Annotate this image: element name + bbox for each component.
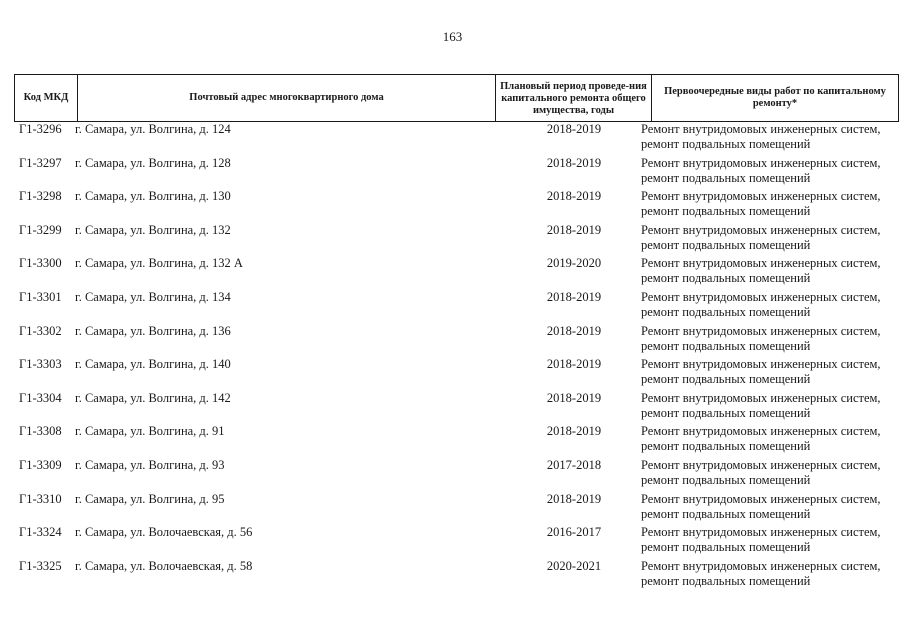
- cell-code: Г1-3324: [19, 525, 62, 540]
- cell-address: г. Самара, ул. Волгина, д. 93: [75, 457, 225, 472]
- table-row: [0, 188, 905, 222]
- cell-address: г. Самара, ул. Волгина, д. 132 А: [75, 256, 243, 271]
- cell-works: [641, 391, 899, 421]
- table-row: [0, 289, 905, 323]
- cell-works-line2: ремонт подвальных помещений: [641, 304, 811, 319]
- cell-works: [641, 559, 899, 589]
- cell-period: 2020-2021: [546, 558, 602, 573]
- cell-works-line1: Ремонт внутридомовых инженерных систем,: [641, 189, 881, 204]
- cell-address: г. Самара, ул. Волгина, д. 134: [75, 289, 231, 304]
- cell-works-line1: Ремонт внутридомовых инженерных систем,: [641, 289, 881, 304]
- cell-works-line2: ремонт подвальных помещений: [641, 137, 811, 151]
- cell-works: [641, 256, 899, 286]
- cell-code: Г1-3296: [19, 122, 62, 136]
- cell-works-line1: Ремонт внутридомовых инженерных систем,: [641, 558, 881, 573]
- table-row: [0, 457, 905, 491]
- header-address: Почтовый адрес многоквартирного дома: [78, 75, 496, 121]
- cell-works-line1: Ремонт внутридомовых инженерных систем,: [641, 390, 881, 405]
- cell-code: Г1-3309: [19, 457, 62, 472]
- cell-works-line1: Ремонт внутридомовых инженерных систем,: [641, 357, 881, 372]
- cell-works-line1: Ремонт внутридомовых инженерных систем,: [641, 525, 881, 540]
- cell-period: 2018-2019: [546, 122, 602, 136]
- cell-works: [641, 458, 899, 488]
- cell-works-line2: ремонт подвальных помещений: [641, 204, 811, 219]
- table-row: [0, 423, 905, 457]
- cell-address: г. Самара, ул. Волгина, д. 132: [75, 222, 231, 237]
- header-works: Первоочередные виды работ по капитальному ремонту*: [664, 86, 886, 109]
- table-row: [0, 356, 905, 390]
- cell-works-line1: Ремонт внутридомовых инженерных систем,: [641, 256, 881, 271]
- cell-code: Г1-3308: [19, 424, 62, 439]
- cell-works: [641, 223, 899, 253]
- cell-works-line2: ремонт подвальных помещений: [641, 405, 811, 420]
- cell-works-line2: ремонт подвальных помещений: [641, 573, 811, 588]
- cell-works: [641, 357, 899, 387]
- header-code: Код МКД: [15, 75, 78, 121]
- cell-address: г. Самара, ул. Волгина, д. 95: [75, 491, 225, 506]
- cell-period: 2018-2019: [546, 189, 602, 204]
- cell-address: г. Самара, ул. Волочаевская, д. 58: [75, 558, 253, 573]
- cell-works-line2: ремонт подвальных помещений: [641, 237, 811, 252]
- cell-address: г. Самара, ул. Волгина, д. 130: [75, 189, 231, 204]
- cell-code: Г1-3303: [19, 357, 62, 372]
- cell-works-line1: Ремонт внутридомовых инженерных систем,: [641, 155, 881, 170]
- table-header: [14, 74, 899, 122]
- cell-period: 2018-2019: [546, 323, 602, 338]
- cell-code: Г1-3297: [19, 155, 62, 170]
- cell-works: [641, 324, 899, 354]
- cell-period: 2018-2019: [546, 222, 602, 237]
- cell-works: [641, 156, 899, 186]
- cell-works-line2: ремонт подвальных помещений: [641, 540, 811, 555]
- cell-works-line2: ремонт подвальных помещений: [641, 271, 811, 286]
- cell-code: Г1-3304: [19, 390, 62, 405]
- table-row: [0, 155, 905, 189]
- table-row: [0, 222, 905, 256]
- cell-address: г. Самара, ул. Волгина, д. 128: [75, 155, 231, 170]
- cell-works: [641, 290, 899, 320]
- cell-address: г. Самара, ул. Волочаевская, д. 56: [75, 525, 253, 540]
- cell-works-line1: Ремонт внутридомовых инженерных систем,: [641, 457, 881, 472]
- table-row: [0, 121, 905, 155]
- cell-works-line2: ремонт подвальных помещений: [641, 170, 811, 185]
- cell-code: Г1-3298: [19, 189, 62, 204]
- cell-period: 2017-2018: [546, 457, 602, 472]
- cell-code: Г1-3302: [19, 323, 62, 338]
- table-row: [0, 558, 905, 592]
- cell-code: Г1-3300: [19, 256, 62, 271]
- cell-period: 2019-2020: [546, 256, 602, 271]
- header-period: Плановый период проведе-ния капитального ремонта общего имущества, годы: [496, 75, 652, 121]
- cell-code: Г1-3310: [19, 491, 62, 506]
- table-row: [0, 390, 905, 424]
- cell-period: 2018-2019: [546, 357, 602, 372]
- cell-works-line2: ремонт подвальных помещений: [641, 338, 811, 353]
- page-number: 163: [442, 29, 463, 44]
- cell-works: [641, 492, 899, 522]
- cell-address: г. Самара, ул. Волгина, д. 136: [75, 323, 231, 338]
- cell-period: 2018-2019: [546, 289, 602, 304]
- cell-address: г. Самара, ул. Волгина, д. 91: [75, 424, 225, 439]
- cell-code: Г1-3301: [19, 289, 62, 304]
- cell-address: г. Самара, ул. Волгина, д. 124: [75, 122, 231, 136]
- cell-period: 2018-2019: [546, 491, 602, 506]
- cell-works-line2: ремонт подвальных помещений: [641, 472, 811, 487]
- cell-period: 2018-2019: [546, 390, 602, 405]
- cell-period: 2018-2019: [546, 155, 602, 170]
- cell-works-line1: Ремонт внутридомовых инженерных систем,: [641, 122, 881, 136]
- cell-period: 2016-2017: [546, 525, 602, 540]
- cell-code: Г1-3325: [19, 558, 62, 573]
- cell-works: [641, 122, 899, 152]
- cell-works: [641, 189, 899, 219]
- cell-works-line1: Ремонт внутридомовых инженерных систем,: [641, 323, 881, 338]
- table-row: [0, 323, 905, 357]
- cell-code: Г1-3299: [19, 222, 62, 237]
- cell-address: г. Самара, ул. Волгина, д. 140: [75, 357, 231, 372]
- cell-works-line2: ремонт подвальных помещений: [641, 372, 811, 387]
- table-body: [0, 121, 905, 591]
- cell-works-line1: Ремонт внутридомовых инженерных систем,: [641, 424, 881, 439]
- cell-works-line1: Ремонт внутридомовых инженерных систем,: [641, 491, 881, 506]
- cell-address: г. Самара, ул. Волгина, д. 142: [75, 390, 231, 405]
- cell-period: 2018-2019: [546, 424, 602, 439]
- cell-works-line1: Ремонт внутридомовых инженерных систем,: [641, 222, 881, 237]
- cell-works: [641, 525, 899, 555]
- table-row: [0, 491, 905, 525]
- table-row: [0, 255, 905, 289]
- cell-works-line2: ремонт подвальных помещений: [641, 439, 811, 454]
- table-row: [0, 524, 905, 558]
- cell-works-line2: ремонт подвальных помещений: [641, 506, 811, 521]
- cell-works: [641, 424, 899, 454]
